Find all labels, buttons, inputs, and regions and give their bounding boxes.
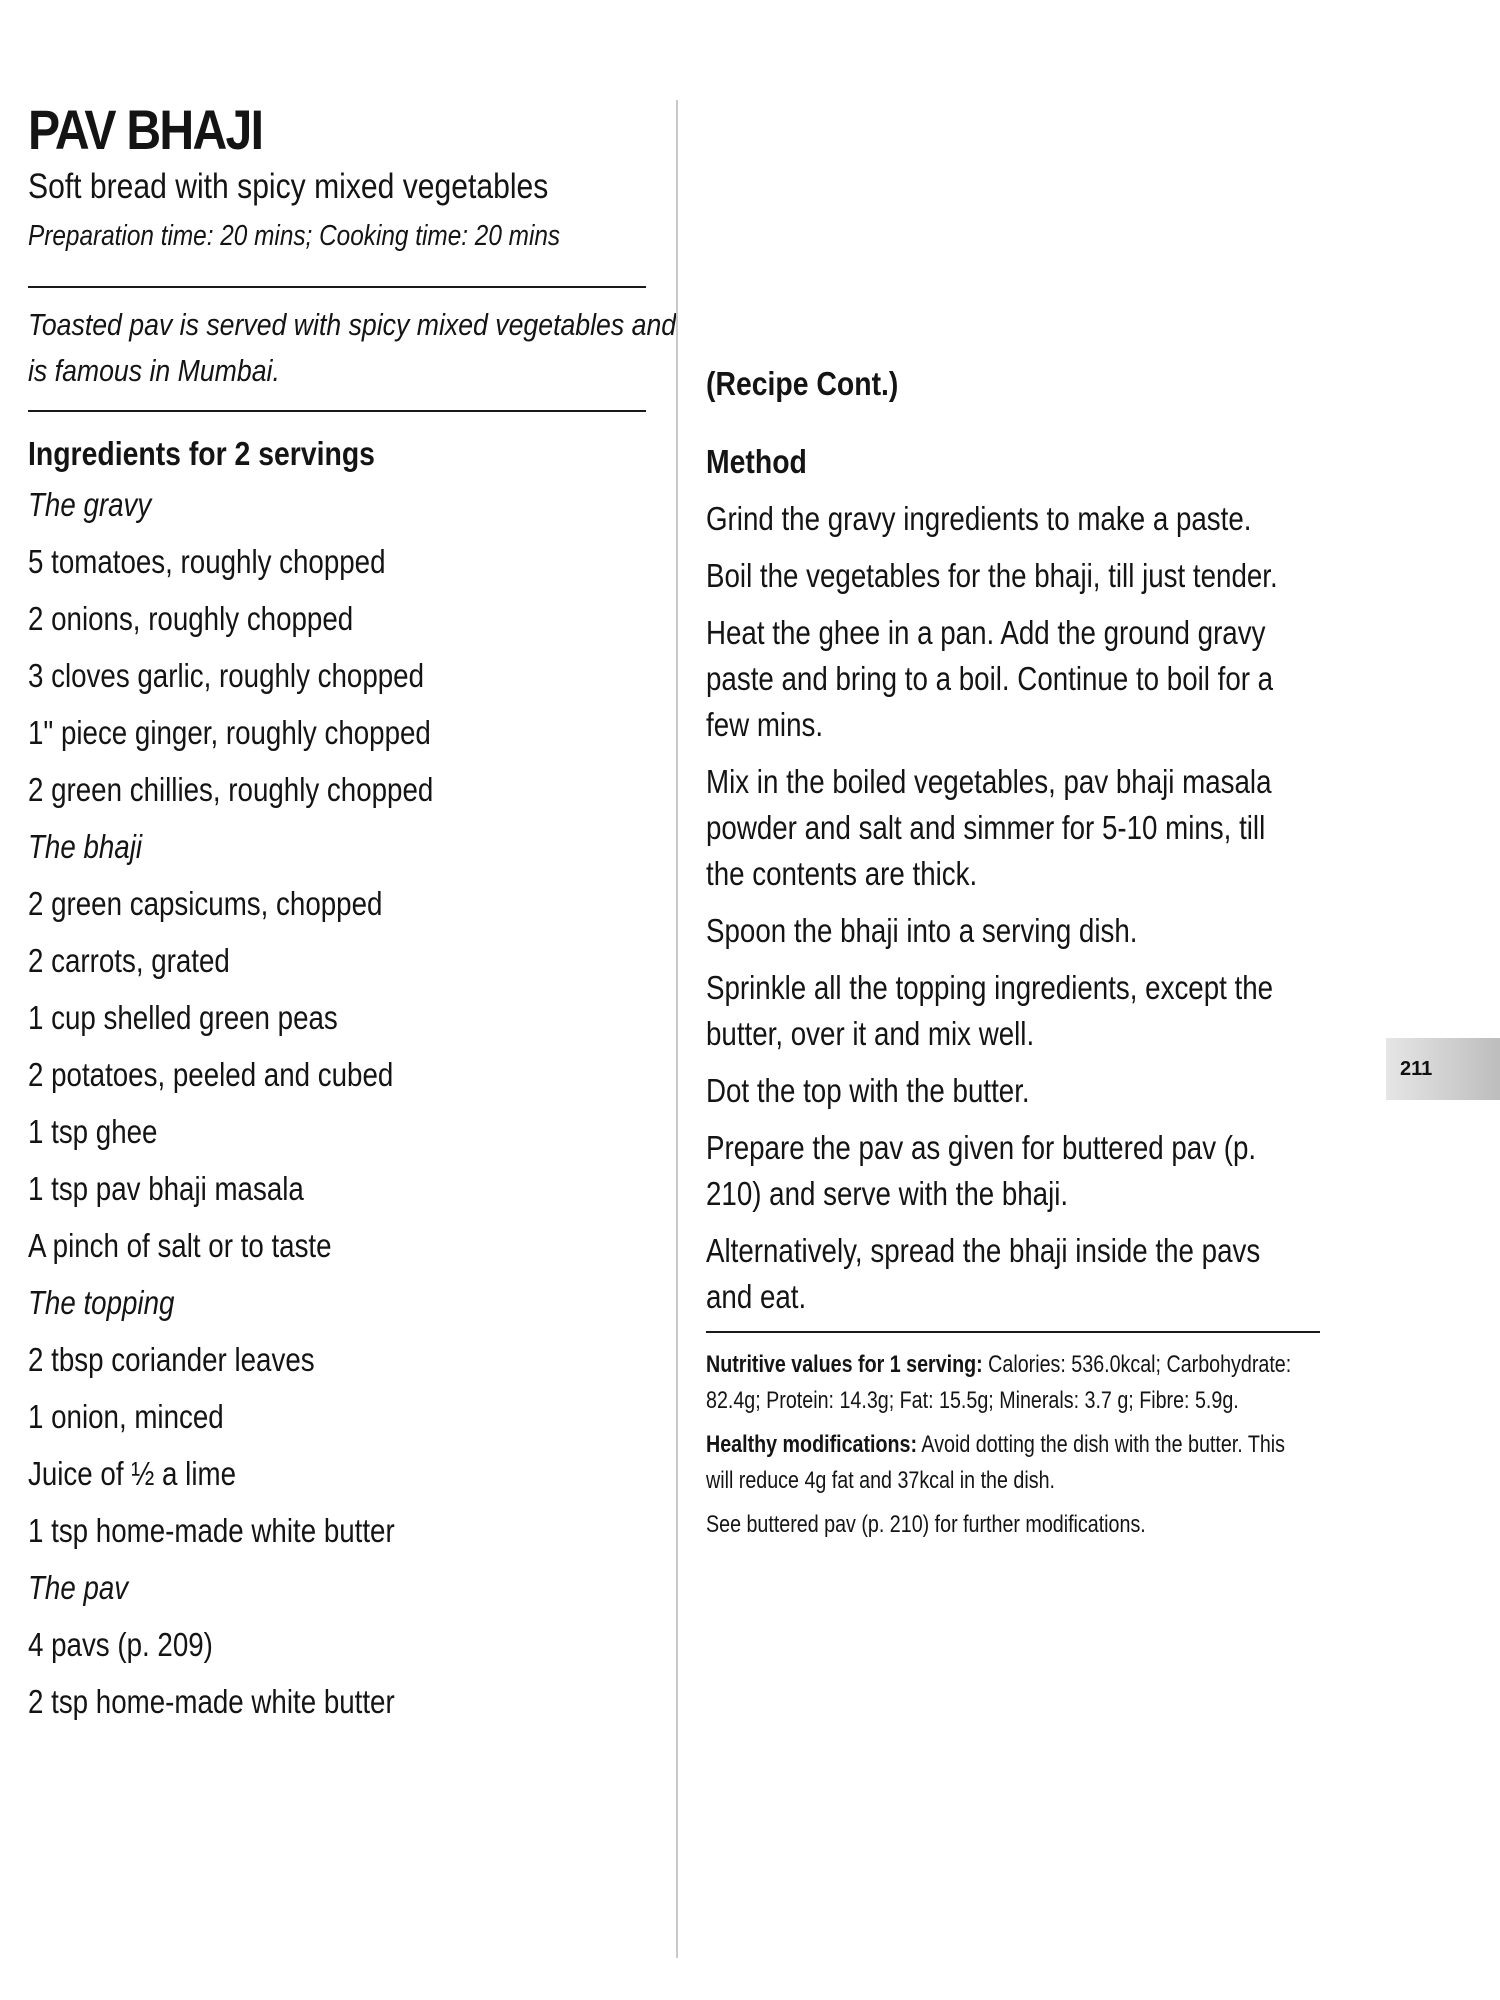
method-step — [706, 965, 1320, 1057]
method-step-text: Boil the vegetables for the bhaji, till just tender. — [706, 557, 1278, 594]
ingredient-item: 1" piece ginger, roughly chopped — [28, 714, 431, 751]
method-step-text: Spoon the bhaji into a serving dish. — [706, 912, 1138, 949]
recipe-continued-label: (Recipe Cont.) — [706, 365, 899, 402]
method-divider — [706, 1331, 1320, 1333]
ingredient-item: 4 pavs (p. 209) — [28, 1626, 213, 1663]
recipe-intro — [28, 302, 677, 394]
ingredient-item: 2 potatoes, peeled and cubed — [28, 1056, 394, 1093]
ingredient-item: 1 onion, minced — [28, 1398, 224, 1435]
ingredient-item: 2 tsp home-made white butter — [28, 1683, 395, 1720]
ingredient-item: 3 cloves garlic, roughly chopped — [28, 657, 425, 694]
recipe-title: PAV BHAJI — [28, 98, 263, 161]
ingredient-section-heading: The gravy — [28, 486, 152, 523]
method-step-text: Prepare the pav as given for buttered pav (p. 210) and serve with the bhaji. — [706, 1129, 1257, 1212]
method-step — [706, 1068, 1320, 1114]
method-step-text: Mix in the boiled vegetables, pav bhaji masala powder and salt and simmer for 5-10 mins, till the contents are thick. — [706, 763, 1272, 892]
page-number: 211 — [1400, 1057, 1433, 1080]
left-column — [28, 96, 677, 1730]
ingredient-item: 1 tsp home-made white butter — [28, 1512, 395, 1549]
ingredient-item: 2 onions, roughly chopped — [28, 600, 354, 637]
ingredient-item: 5 tomatoes, roughly chopped — [28, 543, 386, 580]
method-steps — [706, 496, 1320, 1320]
ingredient-section-heading: The topping — [28, 1284, 175, 1321]
healthy-label: Healthy modifications: — [706, 1431, 918, 1458]
ingredients-list — [28, 476, 646, 1730]
method-step — [706, 908, 1320, 954]
method-step-text: Heat the ghee in a pan. Add the ground gravy paste and bring to a boil. Continue to boil for a few mins. — [706, 614, 1274, 743]
recipe-subtitle: Soft bread with spicy mixed vegetables — [28, 167, 549, 206]
method-step-text: Dot the top with the butter. — [706, 1072, 1030, 1109]
method-step — [706, 496, 1320, 542]
nutritive-text-block — [706, 1347, 1313, 1419]
nutritive-values — [706, 1347, 1320, 1419]
method-heading: Method — [706, 443, 807, 480]
healthy-modifications — [706, 1427, 1320, 1499]
method-step — [706, 1228, 1320, 1320]
ingredient-item: 1 tsp ghee — [28, 1113, 158, 1150]
intro-line: Toasted pav is served with spicy mixed vegetables and — [28, 307, 677, 342]
ingredient-item: 2 green capsicums, chopped — [28, 885, 383, 922]
ingredient-section-heading: The pav — [28, 1569, 129, 1606]
column-divider — [676, 100, 678, 1958]
method-step — [706, 610, 1320, 748]
ingredient-item: 1 tsp pav bhaji masala — [28, 1170, 304, 1207]
ingredient-item: A pinch of salt or to taste — [28, 1227, 332, 1264]
page-number-tab — [1386, 1038, 1500, 1100]
method-step — [706, 553, 1320, 599]
ingredient-item: Juice of ½ a lime — [28, 1455, 237, 1492]
ingredient-item: 2 tbsp coriander leaves — [28, 1341, 315, 1378]
healthy-text: Avoid dotting the dish with the butter. This will reduce 4g fat and 37kcal in the dish. — [706, 1431, 1286, 1494]
method-step — [706, 1125, 1320, 1217]
ingredient-item: 2 carrots, grated — [28, 942, 230, 979]
top-divider — [28, 286, 646, 288]
nutritive-label: Nutritive values for 1 serving: — [706, 1351, 983, 1378]
method-step-text: Sprinkle all the topping ingredients, except the butter, over it and mix well. — [706, 969, 1274, 1052]
ingredient-item: 1 cup shelled green peas — [28, 999, 338, 1036]
ingredient-section-heading: The bhaji — [28, 828, 143, 865]
method-step-text: Grind the gravy ingredients to make a paste. — [706, 500, 1252, 537]
nutritive-text: Calories: 536.0kcal; Carbohydrate: 82.4g; Protein: 14.3g; Fat: 15.5g; Minerals: 3.7 g; Fibre: 5.9g. — [706, 1351, 1292, 1414]
ingredient-item: 2 green chillies, roughly chopped — [28, 771, 434, 808]
method-step — [706, 759, 1320, 897]
ingredients-heading: Ingredients for 2 servings — [28, 435, 375, 472]
see-also-text: See buttered pav (p. 210) for further modifications. — [706, 1511, 1146, 1538]
prep-time: Preparation time: 20 mins; Cooking time: 20 mins — [28, 220, 561, 252]
intro-divider — [28, 410, 646, 412]
intro-line: is famous in Mumbai. — [28, 353, 280, 388]
healthy-text-block — [706, 1427, 1313, 1499]
right-column — [706, 362, 1320, 1543]
method-step-text: Alternatively, spread the bhaji inside the pavs and eat. — [706, 1232, 1261, 1315]
see-also-note — [706, 1507, 1320, 1543]
